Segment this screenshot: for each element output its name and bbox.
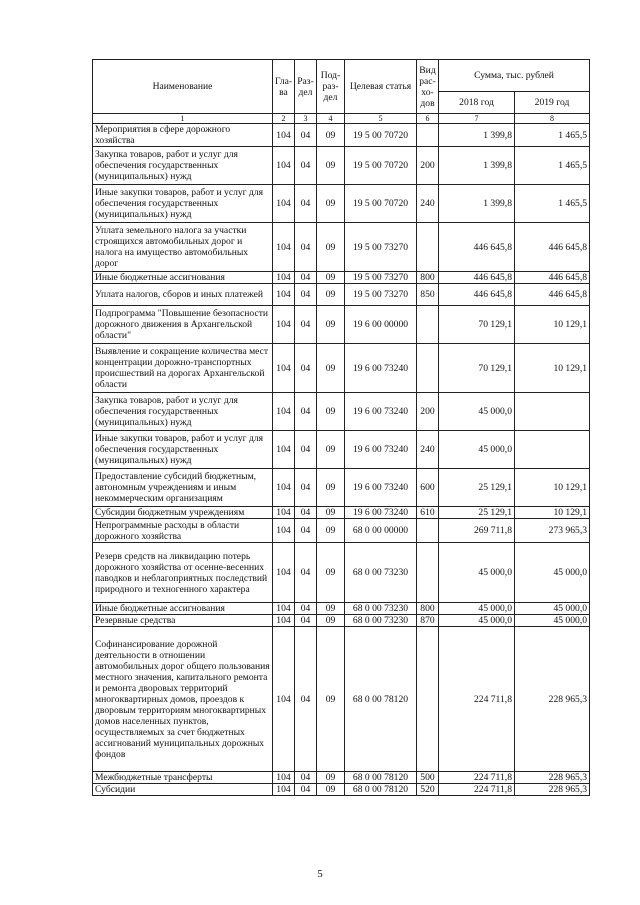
row-subsection: 09 [317, 306, 345, 344]
row-section: 04 [295, 124, 317, 147]
row-subsection: 09 [317, 284, 345, 306]
table-row [93, 543, 590, 603]
row-section: 04 [295, 603, 317, 615]
row-subsection: 09 [317, 603, 345, 615]
row-sum-2018: 70 129,1 [439, 344, 515, 393]
row-expense-type [417, 344, 439, 393]
row-section: 04 [295, 543, 317, 603]
row-target: 68 0 00 73230 [345, 615, 417, 627]
row-expense-type: 600 [417, 469, 439, 507]
row-expense-type: 850 [417, 284, 439, 306]
row-section: 04 [295, 284, 317, 306]
row-sum-2019: 10 129,1 [515, 507, 590, 519]
row-target: 68 0 00 78120 [345, 784, 417, 796]
table-row [93, 469, 590, 507]
row-target: 19 5 00 70720 [345, 147, 417, 185]
column-number: 6 [417, 114, 439, 124]
row-section: 04 [295, 272, 317, 284]
header-sum: Сумма, тыс. рублей [439, 60, 590, 92]
header-section: Раз-дел [295, 60, 317, 114]
row-name: Мероприятия в сфере дорожного хозяйства [93, 124, 273, 147]
row-chapter: 104 [273, 469, 295, 507]
row-name: Субсидии бюджетным учреждениям [93, 507, 273, 519]
row-sum-2019: 45 000,0 [515, 615, 590, 627]
row-subsection: 09 [317, 185, 345, 223]
row-section: 04 [295, 185, 317, 223]
column-number: 7 [439, 114, 515, 124]
header-chapter: Гла-ва [273, 60, 295, 114]
table-row [93, 784, 590, 796]
row-chapter: 104 [273, 147, 295, 185]
row-sum-2019 [515, 393, 590, 431]
row-section: 04 [295, 519, 317, 543]
table-row [93, 519, 590, 543]
row-section: 04 [295, 615, 317, 627]
row-sum-2019: 10 129,1 [515, 306, 590, 344]
row-expense-type [417, 627, 439, 772]
row-chapter: 104 [273, 627, 295, 772]
row-subsection: 09 [317, 431, 345, 469]
row-name: Уплата налогов, сборов и иных платежей [93, 284, 273, 306]
row-expense-type [417, 306, 439, 344]
row-name: Непрограммные расходы в области дорожного хозяйства [93, 519, 273, 543]
row-target: 68 0 00 78120 [345, 627, 417, 772]
row-target: 19 5 00 70720 [345, 185, 417, 223]
table-row [93, 507, 590, 519]
row-sum-2019 [515, 431, 590, 469]
row-expense-type [417, 543, 439, 603]
row-chapter: 104 [273, 284, 295, 306]
row-sum-2018: 25 129,1 [439, 507, 515, 519]
row-target: 19 6 00 73240 [345, 507, 417, 519]
row-sum-2018: 45 000,0 [439, 543, 515, 603]
row-subsection: 09 [317, 223, 345, 272]
table-row [93, 284, 590, 306]
row-sum-2018: 45 000,0 [439, 615, 515, 627]
row-name: Резерв средств на ликвидацию потерь дорожного хозяйства от осенне-весенних паводков и неблагоприятных последствий природного и техногенного характера [93, 543, 273, 603]
row-expense-type [417, 223, 439, 272]
row-chapter: 104 [273, 507, 295, 519]
row-chapter: 104 [273, 784, 295, 796]
row-chapter: 104 [273, 772, 295, 784]
column-numbers-row [93, 114, 590, 124]
row-subsection: 09 [317, 469, 345, 507]
table-body [93, 124, 590, 796]
header-name: Наименование [93, 60, 273, 114]
row-sum-2019: 446 645,8 [515, 284, 590, 306]
row-chapter: 104 [273, 272, 295, 284]
row-sum-2018: 224 711,8 [439, 784, 515, 796]
column-number: 1 [93, 114, 273, 124]
table-row [93, 124, 590, 147]
row-target: 68 0 00 73230 [345, 543, 417, 603]
column-number: 4 [317, 114, 345, 124]
table-row [93, 147, 590, 185]
row-subsection: 09 [317, 627, 345, 772]
row-name: Софинансирование дорожной деятельности в отношении автомобильных дорог общего пользования местного значения, капитального ремонта и ремонта дворовых территорий многоквартирных домов, проездов к дворовым территориям многоквартирных домов населенных пунктов, осуществляемых за счет бюджетных ассигнований муниципальных дорожных фондов [93, 627, 273, 772]
row-sum-2019: 10 129,1 [515, 469, 590, 507]
table-row [93, 185, 590, 223]
row-section: 04 [295, 306, 317, 344]
row-section: 04 [295, 431, 317, 469]
row-name: Закупка товаров, работ и услуг для обеспечения государственных (муниципальных) нужд [93, 393, 273, 431]
column-number: 8 [515, 114, 590, 124]
row-subsection: 09 [317, 507, 345, 519]
row-sum-2018: 45 000,0 [439, 393, 515, 431]
table-row [93, 306, 590, 344]
row-sum-2019: 446 645,8 [515, 223, 590, 272]
row-target: 68 0 00 78120 [345, 772, 417, 784]
header-target: Целевая статья [345, 60, 417, 114]
page-number: 5 [317, 868, 323, 880]
row-section: 04 [295, 772, 317, 784]
row-subsection: 09 [317, 344, 345, 393]
header-year-2018: 2018 год [439, 92, 515, 114]
row-section: 04 [295, 393, 317, 431]
table-row [93, 603, 590, 615]
row-sum-2018: 1 399,8 [439, 124, 515, 147]
row-sum-2018: 446 645,8 [439, 223, 515, 272]
row-section: 04 [295, 784, 317, 796]
header-expense-type: Вид рас-хо-дов [417, 60, 439, 114]
row-name: Выявление и сокращение количества мест концентрации дорожно-транспортных происшествий на дорогах Архангельской области [93, 344, 273, 393]
row-section: 04 [295, 469, 317, 507]
row-sum-2018: 446 645,8 [439, 272, 515, 284]
row-subsection: 09 [317, 543, 345, 603]
row-target: 19 6 00 00000 [345, 306, 417, 344]
table-row [93, 431, 590, 469]
row-name: Иные бюджетные ассигнования [93, 272, 273, 284]
row-sum-2019: 273 965,3 [515, 519, 590, 543]
row-expense-type: 200 [417, 147, 439, 185]
row-chapter: 104 [273, 306, 295, 344]
row-chapter: 104 [273, 344, 295, 393]
row-sum-2018: 224 711,8 [439, 772, 515, 784]
row-chapter: 104 [273, 615, 295, 627]
row-subsection: 09 [317, 393, 345, 431]
column-number: 3 [295, 114, 317, 124]
row-sum-2019: 228 965,3 [515, 772, 590, 784]
row-target: 19 6 00 73240 [345, 431, 417, 469]
table-row [93, 393, 590, 431]
row-sum-2019: 10 129,1 [515, 344, 590, 393]
row-sum-2019: 228 965,3 [515, 627, 590, 772]
row-chapter: 104 [273, 223, 295, 272]
row-name: Межбюджетные трансферты [93, 772, 273, 784]
row-sum-2018: 446 645,8 [439, 284, 515, 306]
table-row [93, 615, 590, 627]
header-year-2019: 2019 год [515, 92, 590, 114]
row-chapter: 104 [273, 124, 295, 147]
row-expense-type: 200 [417, 393, 439, 431]
row-target: 19 6 00 73240 [345, 469, 417, 507]
row-name: Резервные средства [93, 615, 273, 627]
row-chapter: 104 [273, 543, 295, 603]
table-row [93, 272, 590, 284]
row-target: 19 5 00 73270 [345, 223, 417, 272]
row-sum-2019: 1 465,5 [515, 185, 590, 223]
row-chapter: 104 [273, 185, 295, 223]
row-target: 68 0 00 73230 [345, 603, 417, 615]
row-sum-2019: 1 465,5 [515, 124, 590, 147]
table-row [93, 344, 590, 393]
row-sum-2019: 45 000,0 [515, 543, 590, 603]
row-chapter: 104 [273, 393, 295, 431]
row-section: 04 [295, 627, 317, 772]
row-name: Иные бюджетные ассигнования [93, 603, 273, 615]
row-sum-2019: 446 645,8 [515, 272, 590, 284]
row-name: Подпрограмма "Повышение безопасности дорожного движения в Архангельской области" [93, 306, 273, 344]
row-subsection: 09 [317, 519, 345, 543]
table-header [93, 60, 590, 124]
row-expense-type: 500 [417, 772, 439, 784]
row-expense-type: 870 [417, 615, 439, 627]
row-sum-2019: 1 465,5 [515, 147, 590, 185]
row-subsection: 09 [317, 124, 345, 147]
row-target: 19 5 00 73270 [345, 272, 417, 284]
budget-table [92, 59, 590, 796]
row-expense-type: 610 [417, 507, 439, 519]
row-sum-2019: 228 965,3 [515, 784, 590, 796]
row-target: 68 0 00 00000 [345, 519, 417, 543]
row-subsection: 09 [317, 772, 345, 784]
row-sum-2018: 224 711,8 [439, 627, 515, 772]
row-name: Субсидии [93, 784, 273, 796]
row-target: 19 5 00 70720 [345, 124, 417, 147]
row-subsection: 09 [317, 615, 345, 627]
row-sum-2018: 1 399,8 [439, 185, 515, 223]
table-row [93, 772, 590, 784]
row-sum-2018: 1 399,8 [439, 147, 515, 185]
row-expense-type [417, 124, 439, 147]
row-name: Иные закупки товаров, работ и услуг для обеспечения государственных (муниципальных) нужд [93, 431, 273, 469]
row-sum-2018: 45 000,0 [439, 431, 515, 469]
row-target: 19 6 00 73240 [345, 393, 417, 431]
row-name: Уплата земельного налога за участки строящихся автомобильных дорог и налога на имущество автомобильных дорог [93, 223, 273, 272]
row-subsection: 09 [317, 784, 345, 796]
header-subsection: Под-раз-дел [317, 60, 345, 114]
row-expense-type: 240 [417, 431, 439, 469]
row-subsection: 09 [317, 147, 345, 185]
row-sum-2018: 269 711,8 [439, 519, 515, 543]
row-section: 04 [295, 507, 317, 519]
column-number: 2 [273, 114, 295, 124]
row-expense-type: 800 [417, 272, 439, 284]
row-target: 19 6 00 73240 [345, 344, 417, 393]
row-expense-type: 800 [417, 603, 439, 615]
row-name: Закупка товаров, работ и услуг для обеспечения государственных (муниципальных) нужд [93, 147, 273, 185]
row-section: 04 [295, 344, 317, 393]
row-name: Иные закупки товаров, работ и услуг для обеспечения государственных (муниципальных) нужд [93, 185, 273, 223]
row-subsection: 09 [317, 272, 345, 284]
column-number: 5 [345, 114, 417, 124]
row-chapter: 104 [273, 603, 295, 615]
row-expense-type [417, 519, 439, 543]
row-expense-type: 240 [417, 185, 439, 223]
row-expense-type: 520 [417, 784, 439, 796]
row-section: 04 [295, 223, 317, 272]
row-name: Предоставление субсидий бюджетным, автономным учреждениям и иным некоммерческим организациям [93, 469, 273, 507]
row-chapter: 104 [273, 519, 295, 543]
row-sum-2018: 25 129,1 [439, 469, 515, 507]
row-sum-2019: 45 000,0 [515, 603, 590, 615]
row-sum-2018: 45 000,0 [439, 603, 515, 615]
row-chapter: 104 [273, 431, 295, 469]
row-sum-2018: 70 129,1 [439, 306, 515, 344]
row-target: 19 5 00 73270 [345, 284, 417, 306]
row-section: 04 [295, 147, 317, 185]
table-row [93, 627, 590, 772]
table-row [93, 223, 590, 272]
